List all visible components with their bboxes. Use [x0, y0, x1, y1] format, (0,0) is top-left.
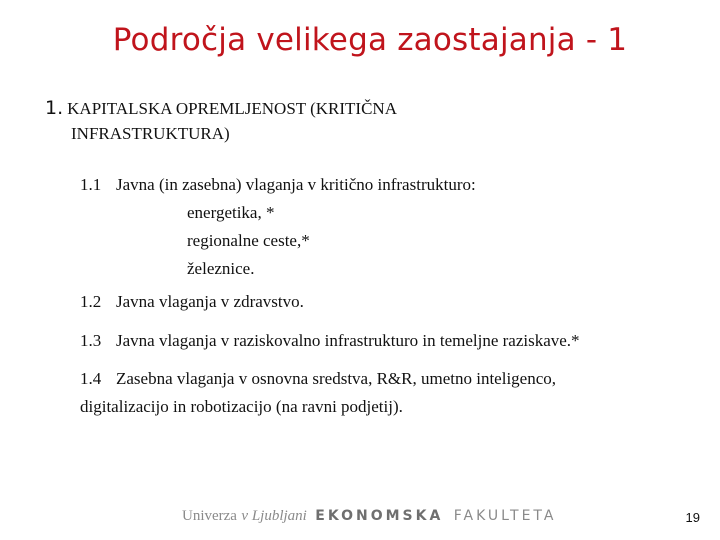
item-text: Javna vlaganja v raziskovalno infrastrukturo in temeljne raziskave.*: [116, 331, 580, 350]
list-item-1-3: [80, 327, 580, 355]
item-text: Javna vlaganja v zdravstvo.: [116, 292, 304, 311]
list-item-1-1: [80, 171, 476, 199]
footer-ekonomska: EKONOMSKA: [315, 508, 444, 524]
subitem-regionalne-ceste: regionalne ceste,*: [187, 231, 310, 250]
item-number: 1.3: [80, 331, 102, 350]
footer-fakulteta: FAKULTETA: [453, 508, 557, 524]
subitem-zeleznice: železnice.: [187, 259, 255, 278]
list-item-1-2: [80, 288, 304, 316]
item-number: 1.2: [80, 292, 102, 311]
footer-city: v Ljubljani: [241, 508, 307, 524]
heading-line-1: KAPITALSKA OPREMLJENOST (KRITIČNA: [67, 99, 397, 118]
list-item-1-4: [80, 365, 556, 421]
heading-line-2: INFRASTRUKTURA): [71, 124, 230, 143]
item-text: Zasebna vlaganja v osnovna sredstva, R&R, umetno inteligenco,: [116, 369, 557, 388]
subitem-energetika: energetika, *: [187, 203, 275, 222]
page-number: 19: [685, 510, 700, 525]
footer-logo: [182, 508, 556, 525]
section-heading: [45, 96, 645, 146]
item-number: 1.4: [80, 369, 102, 388]
item-number: 1.1: [80, 175, 102, 194]
item-text-continued: digitalizacijo in robotizacijo (na ravni podjetij).: [80, 397, 403, 416]
slide-title: Področja velikega zaostajanja - 1: [112, 22, 628, 58]
footer-university: Univerza: [182, 508, 237, 524]
item-text: Javna (in zasebna) vlaganja v kritično infrastrukturo:: [116, 175, 476, 194]
heading-number: 1.: [45, 97, 64, 119]
